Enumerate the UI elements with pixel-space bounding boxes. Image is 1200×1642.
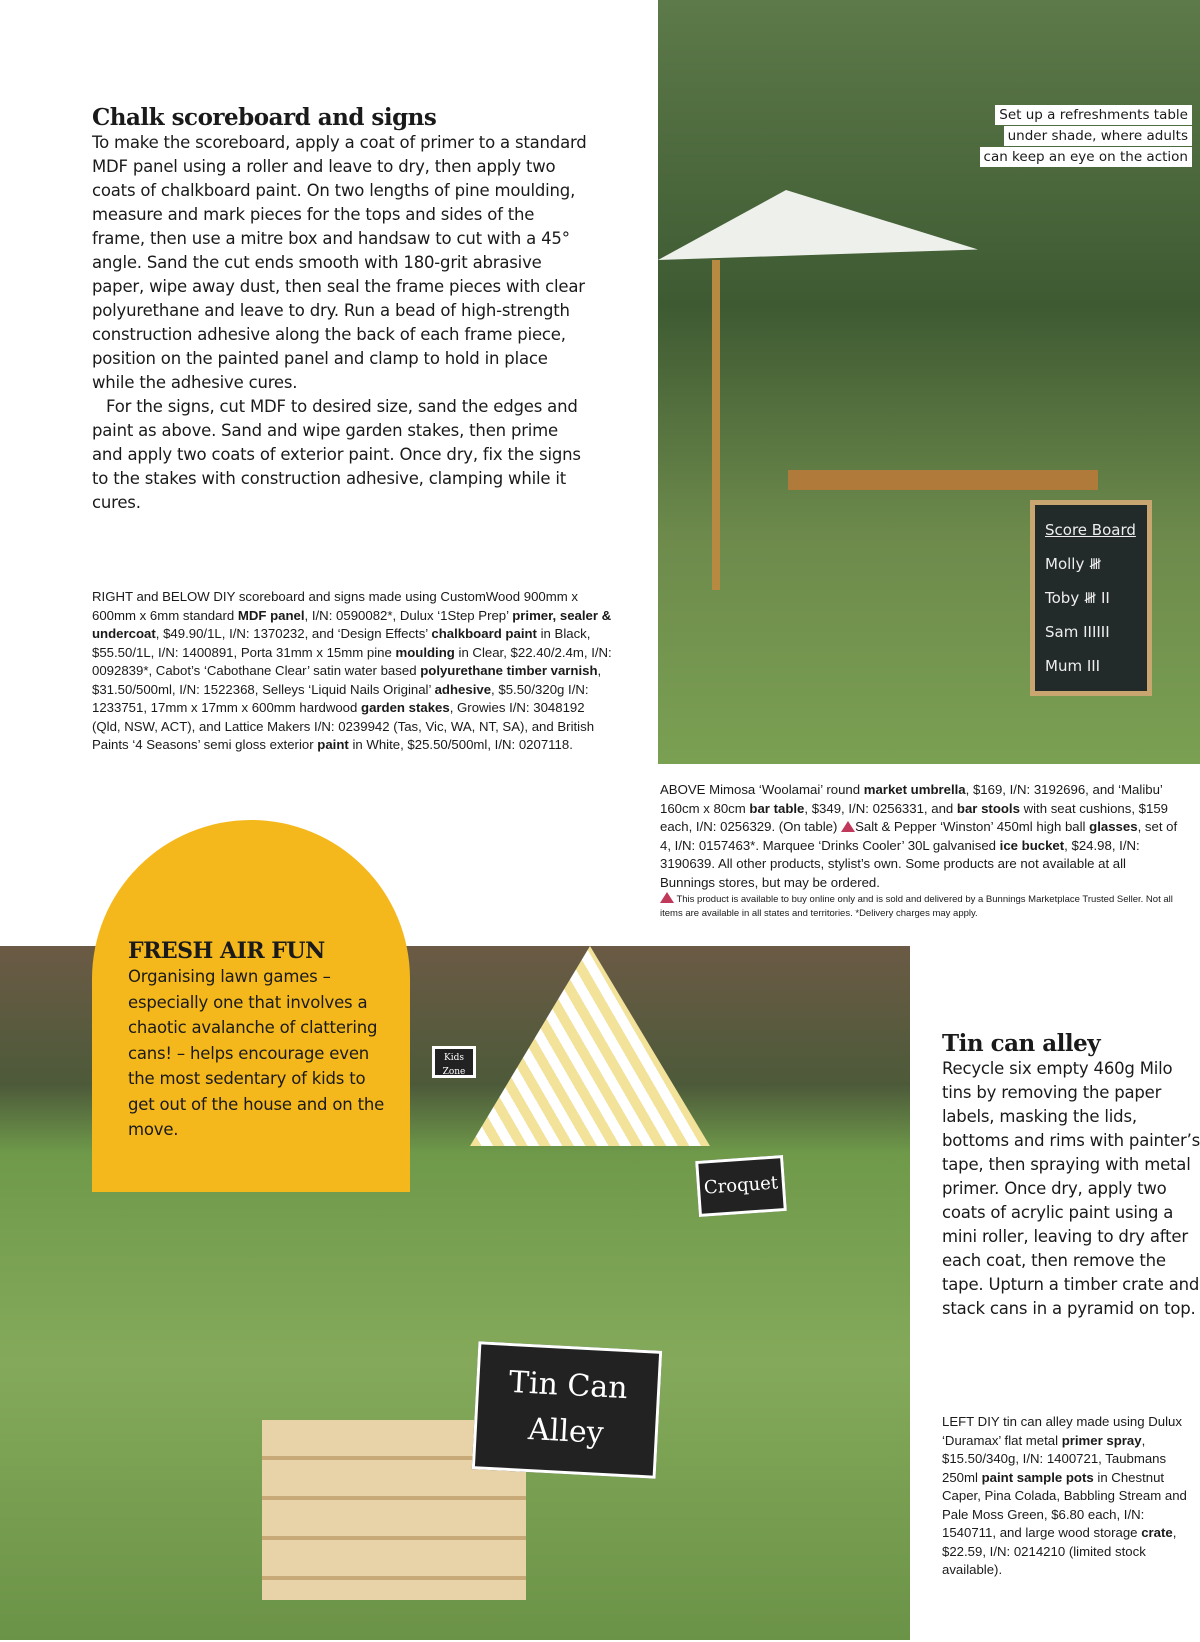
marketplace-triangle-icon bbox=[841, 821, 855, 832]
chalk-scoreboard: Score Board Molly 𝍸 Toby 𝍸 II Sam IIIIII Mum III bbox=[1030, 500, 1152, 696]
chalk-scoreboard-article bbox=[92, 104, 592, 515]
tin-can-alley-article bbox=[942, 1030, 1200, 1321]
tin-can-caption: LEFT DIY tin can alley made using Dulux ‘Duramax’ flat metal primer spray, $15.50/340g, I/N: 1400721, Taubmans 250ml paint sample pots in Chestnut Caper, Pina Colada, Babbling Stream and Pale Moss Green, $6.80 each, I/N: 1540711, and large wood storage crate, $22.59, I/N: 0214210 (limited stock available). bbox=[942, 1414, 1187, 1577]
umbrella-pole bbox=[712, 260, 720, 590]
article-heading: Chalk scoreboard and signs bbox=[92, 104, 437, 131]
croquet-sign: Croquet bbox=[695, 1155, 787, 1217]
photo-callout: Set up a refreshments table under shade, where adults can keep an eye on the action bbox=[980, 105, 1192, 168]
refreshments-table-photo bbox=[658, 0, 1200, 764]
kids-zone-sign: Kids Zone bbox=[432, 1046, 476, 1078]
panel-text: Organising lawn games – especially one that involves a chaotic avalanche of clattering cans! – helps encourage even the most sedentary of kids to get out of the house and on the move. bbox=[128, 967, 385, 1139]
fine-print: This product is available to buy online only and is sold and delivered by a Bunnings Marketplace Trusted Seller. Not all items are available in all states and territories. *Delivery charges may apply. bbox=[660, 894, 1173, 919]
bar-table bbox=[788, 470, 1098, 490]
market-umbrella bbox=[658, 190, 978, 260]
article-heading: Tin can alley bbox=[942, 1030, 1101, 1057]
tepee-tent bbox=[470, 946, 710, 1146]
fresh-air-fun-panel bbox=[92, 820, 410, 1192]
tin-can-alley-sign: Tin Can Alley bbox=[472, 1341, 662, 1478]
marketplace-triangle-icon bbox=[660, 892, 674, 903]
scoreboard-caption: RIGHT and BELOW DIY scoreboard and signs made using CustomWood 900mm x 600mm x 6mm standard MDF panel, I/N: 0590082*, Dulux ‘1Step Prep’ primer, sealer & undercoat, $49.90/1L, I/N: 1370232, and ‘Design Effects’ chalkboard paint in Black, $55.50/1L, I/N: 1400891, Porta 31mm x 15mm pine moulding in Clear, $22.40/2.4m, I/N: 0092839*, Cabot’s ‘Cabothane Clear’ satin water based polyurethane timber varnish, $31.50/500ml, I/N: 1522368, Selleys ‘Liquid Nails Original’ adhesive, $5.50/320g I/N: 1233751, 17mm x 17mm x 600mm hardwood garden stakes, Growies I/N: 3048192 (Qld, NSW, ACT), and Lattice Makers I/N: 0239942 (Tas, Vic, WA, NT, SA), and British Paints ‘4 Seasons’ semi gloss exterior paint in White, $25.50/500ml, I/N: 0207118. bbox=[92, 589, 612, 752]
article-paragraph: Recycle six empty 460g Milo tins by removing the paper labels, masking the lids, bottoms and rims with painter’s tape, then spraying with metal primer. Once dry, apply two coats of acrylic paint using a mini roller, leaving to dry after each coat, then remove the tape. Upturn a timber crate and stack cans in a pyramid on top. bbox=[942, 1059, 1200, 1318]
article-paragraph: To make the scoreboard, apply a coat of primer to a standard MDF panel using a roller and leave to dry, then apply two coats of chalkboard paint. On two lengths of pine moulding, measure and mark pieces for the tops and sides of the frame, then use a mitre box and handsaw to cut with a 45° angle. Sand the cut ends smooth with 180-grit abrasive paper, wipe away dust, then seal the frame pieces with clear polyurethane and leave to dry. Run a bead of high-strength construction adhesive along the back of each frame piece, position on the painted panel and clamp to hold in place while the adhesive cures. bbox=[92, 133, 587, 392]
panel-heading: FRESH AIR FUN bbox=[128, 938, 325, 964]
article-paragraph: For the signs, cut MDF to desired size, sand the edges and paint as above. Sand and wipe garden stakes, then prime and apply two coats of exterior paint. Once dry, fix the signs to the stakes with construction adhesive, clamping while it cures. bbox=[92, 397, 581, 512]
above-caption: ABOVE Mimosa ‘Woolamai’ round market umbrella, $169, I/N: 3192696, and ‘Malibu’ 160cm x 80cm bar table, $349, I/N: 0256331, and bar stools with seat cushions, $159 each, I/N: 0256329. (On table) Salt & Pepper ‘Winston’ 450ml high ball glasses, set of 4, I/N: 0157463*. Marquee ‘Drinks Cooler’ 30L galvanised ice bucket, $24.98, I/N: 3190639. All other products, stylist’s own. Some products are not available at all Bunnings stores, but may be ordered. This product is available to buy online only and is sold and delivered by a Bunnings Marketplace Trusted Seller. Not all items are available in all states and territories. *Delivery charges may apply. bbox=[660, 782, 1178, 919]
